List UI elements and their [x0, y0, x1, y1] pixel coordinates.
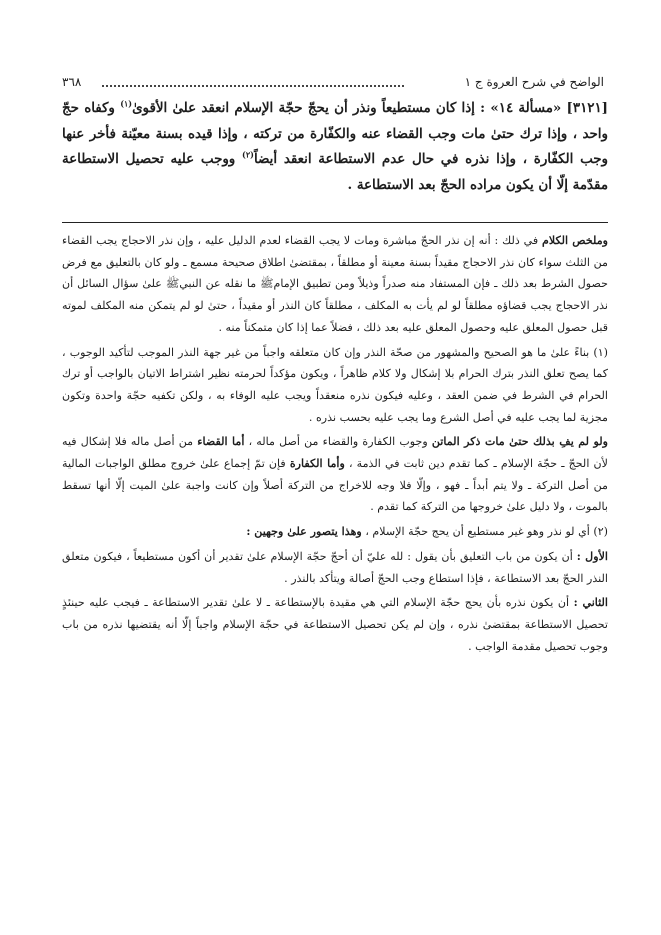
footnote-1: (١) بناءً علىٰ ما هو الصحيح والمشهور من صحّة النذر وإن كان متعلقه واجباً من غير جهة النذر الموجب لتأكيد الوجوب ، كما يصح تعلق النذر بترك الحرام بلا إشكال ولا كلام ظاهراً ، ويكون مؤكداً لحرمته نظير اشتراط الاتيان بالواجب أو ترك الحرام في الشرط في ضمن العقد ، وعليه فيكون نذره منعقداً ويجب عليه الوفاء به ، ولكن تكفيه حجّة واحدة وتكون مجزية لما يجب عليه في أصل الشرع وما يجب عليه بحسب نذره .: [62, 345, 608, 424]
footnote-2: [62, 521, 608, 543]
issue-number: [٣١٢١]: [566, 100, 608, 116]
footnote-2-text: (٢) أي لو نذر وهو غير مستطيع أن يحج حجّة الإسلام ،: [365, 525, 608, 539]
main-text-part3: ووجب عليه تحصيل الاستطاعة مقدّمة إلّا أن يكون مراده الحجّ بعد الاستطاعة .: [62, 151, 608, 193]
summary-text-b: ما نقله عن النبي: [179, 277, 257, 291]
second-case-heading: الثاني :: [573, 596, 608, 610]
page-number: ٣٦٨: [62, 75, 82, 89]
footnote-2-heading: وهذا يتصور علىٰ وجهين :: [246, 525, 362, 539]
commentary-paragraph-summary: [62, 230, 608, 339]
main-text-part1: : إذا كان مستطيعاً ونذر أن يحجّ حجّة الإسلام انعقد علىٰ الأقوىٰ: [132, 100, 486, 116]
running-title: الواضح في شرح العروة ج ١: [464, 75, 604, 89]
honorific-symbol: ﷺ: [165, 277, 180, 291]
first-case-text: أن يكون من باب التعليق بأن يقول : لله عليّ أن أحجّ حجّة الإسلام علىٰ تقدير أن أكون مستطيعاً ، فيكون متعلق النذر الحجّ بعد الاستطاعة ، فإذا استطاع وجب الحجّ أصالة ويتأكد بالنذر .: [62, 549, 608, 585]
honorific-symbol: ﷺ: [260, 277, 274, 291]
footnote-marker-1: (١): [120, 98, 133, 109]
issue-label: «مسألة ١٤»: [490, 100, 562, 116]
header-leader-dots: [102, 85, 404, 87]
main-text-part2: وكفاه حجّ واحد ، وإذا ترك حتىٰ مات وجب القضاء عنه والكفّارة من تركته ، وإذا قيده بسنة معيّنة فأخر عنها وجب الكفّارة ، وإذا نذره في حال عدم الاستطاعة انعقد أيضاً: [62, 100, 608, 167]
first-case-paragraph: [62, 546, 608, 589]
death-heading: ولو لم يفِ بذلك حتىٰ مات ذكر الماتن: [431, 435, 608, 449]
commentary: [62, 230, 608, 660]
footnote-marker-2: (٢): [242, 149, 254, 160]
page-header: [62, 72, 604, 92]
qada-heading: أما القضاء: [197, 435, 245, 449]
commentary-paragraph-death: [62, 431, 608, 518]
summary-heading: وملخص الكلام: [542, 234, 608, 247]
death-text-b: من أصل ماله فلا إشكال فيه لأن الحجّ ـ حجّة الإسلام ـ كما تقدم دين ثابت في الذمة ،: [62, 435, 608, 471]
summary-text-c: علىٰ سؤال السائل أن نذر الاحجاج يجب قضاؤه مطلقاً لو لم يأت به المكلف ، مطلقاً كان النذر أو مقيداً ، حتىٰ لو لم يتمكن منه المكلف لموته قبل حصول المعلق عليه وحصول المعلق عليه بعد ذلك ، فضلاً عما إذا كان متمكناً منه .: [62, 277, 608, 334]
death-text-a: وجوب الكفارة والقضاء من أصل ماله ،: [248, 435, 428, 449]
second-case-paragraph: [62, 592, 608, 657]
main-text: [62, 96, 608, 198]
summary-text-a: في ذلك : أنه إن نذر الحجّ مباشرة ومات لا يجب القضاء لعدم الدليل عليه ، وإن نذر الاحجاج يجب القضاء من الثلث سواء كان نذر الاحجاج مقيداً بسنة معينة أو مطلقاً ، بمقتضىٰ اطلاق صحيحة مسمع ـ ولو كان بالتعليق مع فرض حصول الشرط بعد ذلك ـ فإن المستفاد منه صدراً وذيلاً ومن تطبيق الإمام: [62, 234, 608, 291]
first-case-heading: الأول :: [576, 549, 608, 563]
death-text-c: فإن تمّ إجماع علىٰ خروج مطلق الواجبات المالية من أصل التركة ـ ولا يتم أبداً ـ فهو ، وإلّا فلا وجه للاخراج من التركة أصلاً وإن كانت واجبة علىٰ الميت إلّا أنها تسقط بالموت ، ولا دليل علىٰ خروجها من التركة كما تقدم .: [62, 457, 608, 514]
separator-rule: [62, 222, 608, 223]
kaffara-heading: وأما الكفارة: [289, 457, 345, 471]
second-case-text: أن يكون نذره بأن يحج حجّة الإسلام التي هي مقيدة بالإستطاعة ـ لا علىٰ تقدير الاستطاعة ـ فيجب عليه حينئذٍ تحصيل الاستطاعة بمقتضىٰ نذره ، وإن لم يكن تحصيل الاستطاعة في حجّة الإسلام واجباً إلّا أنه يقتضيها نذره من باب وجوب تحصيل مقدمة الواجب .: [62, 596, 608, 653]
